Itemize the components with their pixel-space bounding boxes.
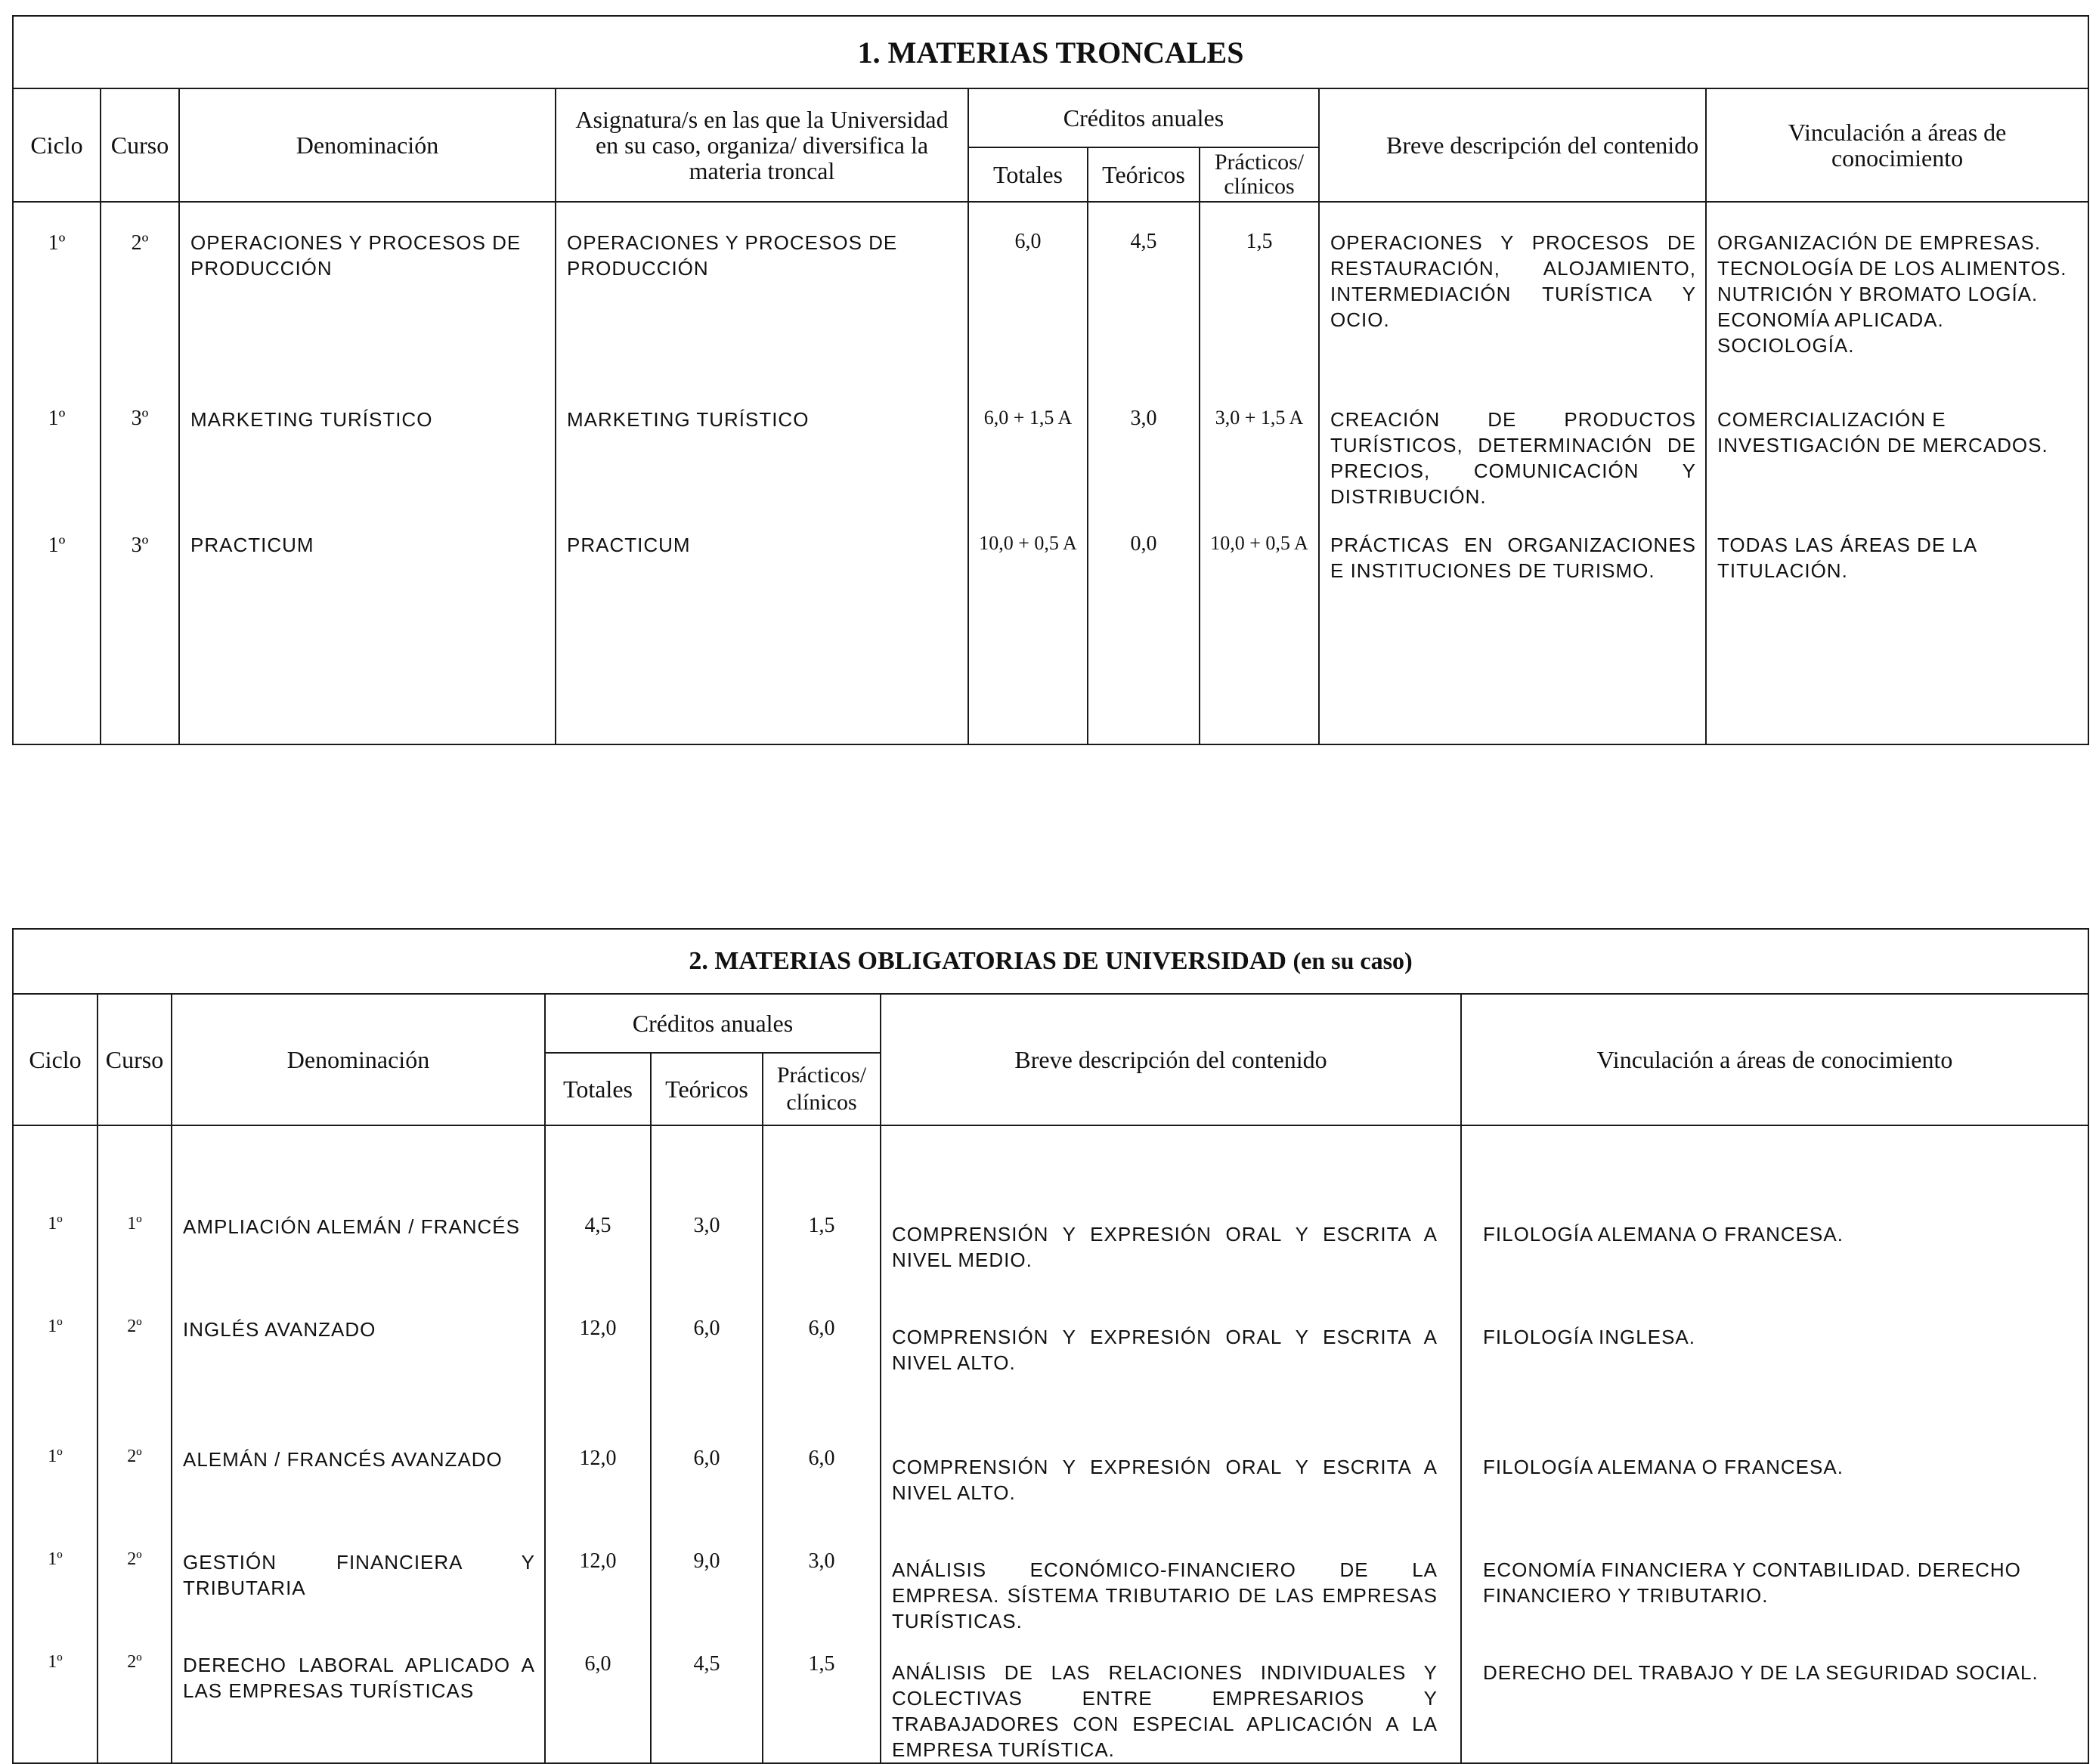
table2-title-suffix: (en su caso) (1293, 947, 1413, 974)
cell-teoricos: 6,0 (693, 1447, 720, 1470)
header-ciclo: Ciclo (13, 88, 101, 202)
cell-practicos: 1,5 (1246, 230, 1273, 253)
cell-practicos: 1,5 (808, 1214, 835, 1237)
table2-title-main: 2. MATERIAS OBLIGATORIAS DE UNIVERSIDAD (689, 947, 1286, 975)
cell-denominacion: PRACTICUM (190, 534, 314, 556)
cell-practicos: 1,5 (808, 1652, 835, 1676)
cell-vinculacion: TODAS LAS ÁREAS DE LA TITULACIÓN. (1717, 534, 1977, 582)
cell-asignatura: MARKETING TURÍSTICO (567, 408, 810, 431)
denominacion-column (172, 1125, 545, 1763)
header-ciclo: Ciclo (13, 994, 98, 1125)
cell-denominacion: GESTIÓN FINANCIERA Y TRIBUTARIA (183, 1551, 535, 1599)
vinculacion-column (1706, 202, 2088, 744)
header-practicos: Prácticos/ clínicos (1200, 147, 1319, 202)
cell-denominacion: INGLÉS AVANZADO (183, 1318, 376, 1341)
cell-denominacion: OPERACIONES Y PROCESOS DE PRODUCCIÓN (190, 231, 522, 280)
cell-totales: 4,5 (584, 1214, 611, 1237)
cell-practicos: 3,0 + 1,5 A (1215, 407, 1304, 429)
header-curso: Curso (98, 994, 172, 1125)
cell-vinculacion: DERECHO DEL TRABAJO Y DE LA SEGURIDAD SOCIAL. (1483, 1661, 2039, 1684)
cell-descripcion: PRÁCTICAS EN ORGANIZACIONES E INSTITUCIONES DE TURISMO. (1330, 534, 1696, 582)
cell-ciclo: 1º (48, 1317, 63, 1336)
cell-totales: 6,0 (584, 1652, 611, 1676)
cell-teoricos: 3,0 (693, 1214, 720, 1237)
denominacion-column (179, 202, 556, 744)
cell-practicos: 10,0 + 0,5 A (1210, 532, 1308, 554)
teoricos-column (651, 1125, 763, 1763)
cell-curso: 3º (131, 407, 149, 430)
cell-curso: 2º (127, 1549, 142, 1569)
cell-vinculacion: ECONOMÍA FINANCIERA Y CONTABILIDAD. DERECHO FINANCIERO Y TRIBUTARIO. (1483, 1558, 2021, 1607)
cell-descripcion: COMPRENSIÓN Y EXPRESIÓN ORAL Y ESCRITA A NIVEL ALTO. (892, 1326, 1438, 1374)
cell-denominacion: ALEMÁN / FRANCÉS AVANZADO (183, 1448, 503, 1471)
cell-teoricos: 6,0 (693, 1317, 720, 1340)
header-teoricos: Teóricos (1088, 147, 1200, 202)
cell-teoricos: 0,0 (1130, 532, 1157, 556)
ciclo-column (13, 202, 101, 744)
cell-descripcion: ANÁLISIS ECONÓMICO-FINANCIERO DE LA EMPRESA. SÍSTEMA TRIBUTARIO DE LAS EMPRESAS TURÍSTICAS. (892, 1558, 1438, 1632)
header-curso: Curso (101, 88, 179, 202)
cell-curso: 2º (127, 1317, 142, 1336)
cell-curso: 2º (131, 231, 149, 255)
cell-denominacion: AMPLIACIÓN ALEMÁN / FRANCÉS (183, 1215, 520, 1238)
cell-ciclo: 1º (48, 1549, 63, 1569)
header-creditos-anuales: Créditos anuales (545, 994, 881, 1053)
practicos-column (763, 1125, 881, 1763)
cell-ciclo: 1º (48, 1214, 63, 1233)
cell-totales: 12,0 (579, 1317, 617, 1340)
practicos-column (1200, 202, 1319, 744)
teoricos-column (1088, 202, 1200, 744)
cell-ciclo: 1º (48, 1652, 63, 1672)
header-totales: Totales (968, 147, 1088, 202)
cell-vinculacion: ORGANIZACIÓN DE EMPRESAS. TECNOLOGÍA DE LOS ALIMENTOS. NUTRICIÓN Y BROMATO LOGÍA. ECONOMÍA APLICADA. SOCIOLOGÍA. (1717, 231, 2067, 357)
cell-totales: 6,0 (1014, 230, 1042, 253)
cell-teoricos: 3,0 (1130, 407, 1157, 430)
header-practicos: Prácticos/ clínicos (763, 1053, 881, 1125)
header-breve-descripcion: Breve descripción del contenido (1319, 88, 1706, 202)
table1-title: 1. MATERIAS TRONCALES (13, 16, 2088, 88)
cell-vinculacion: FILOLOGÍA INGLESA. (1483, 1326, 1695, 1348)
cell-asignatura: PRACTICUM (567, 534, 691, 556)
descripcion-column (881, 1125, 1461, 1763)
totales-column (545, 1125, 651, 1763)
totales-column (968, 202, 1088, 744)
cell-ciclo: 1º (48, 407, 66, 430)
cell-totales: 6,0 + 1,5 A (983, 407, 1073, 429)
cell-teoricos: 4,5 (1130, 230, 1157, 253)
cell-ciclo: 1º (48, 231, 66, 255)
table-materias-obligatorias (12, 928, 2089, 1764)
header-vinculacion: Vinculación a áreas de conocimiento (1706, 88, 2088, 202)
cell-descripcion: CREACIÓN DE PRODUCTOS TURÍSTICOS, DETERMINACIÓN DE PRECIOS, COMUNICACIÓN Y DISTRIBUCIÓN. (1330, 408, 1696, 508)
cell-curso: 3º (131, 534, 149, 557)
header-denominacion: Denominación (172, 994, 545, 1125)
header-creditos-anuales: Créditos anuales (968, 88, 1319, 147)
header-asignaturas: Asignatura/s en las que la Universidad en su caso, organiza/ diversifica la materia troncal (556, 88, 968, 202)
cell-denominacion: DERECHO LABORAL APLICADO A LAS EMPRESAS TURÍSTICAS (183, 1654, 535, 1702)
cell-teoricos: 9,0 (693, 1549, 720, 1573)
cell-descripcion: COMPRENSIÓN Y EXPRESIÓN ORAL Y ESCRITA A NIVEL ALTO. (892, 1456, 1438, 1504)
asignatura-column (556, 202, 968, 744)
curso-column (98, 1125, 172, 1763)
cell-asignatura: OPERACIONES Y PROCESOS DE PRODUCCIÓN (567, 231, 898, 280)
curso-column (101, 202, 179, 744)
table1-body-row (13, 202, 2088, 744)
table2-title (13, 929, 2088, 994)
header-vinculacion: Vinculación a áreas de conocimiento (1461, 994, 2088, 1125)
cell-vinculacion: FILOLOGÍA ALEMANA O FRANCESA. (1483, 1223, 1844, 1246)
vinculacion-column (1461, 1125, 2088, 1763)
cell-practicos: 6,0 (808, 1447, 835, 1470)
cell-denominacion: MARKETING TURÍSTICO (190, 408, 433, 431)
cell-descripcion: ANÁLISIS DE LAS RELACIONES INDIVIDUALES Y COLECTIVAS ENTRE EMPRESARIOS Y TRABAJADORES CON ESPECIAL APLICACIÓN A LA EMPRESA TURÍSTICA. (892, 1661, 1438, 1761)
table2-body-row (13, 1125, 2088, 1763)
cell-curso: 2º (127, 1447, 142, 1466)
cell-vinculacion: COMERCIALIZACIÓN E INVESTIGACIÓN DE MERCADOS. (1717, 408, 2048, 456)
cell-totales: 10,0 + 0,5 A (979, 532, 1077, 554)
cell-curso: 1º (127, 1214, 142, 1233)
cell-practicos: 3,0 (808, 1549, 835, 1573)
cell-ciclo: 1º (48, 534, 66, 557)
header-teoricos: Teóricos (651, 1053, 763, 1125)
descripcion-column (1319, 202, 1706, 744)
cell-totales: 12,0 (579, 1447, 617, 1470)
header-totales: Totales (545, 1053, 651, 1125)
header-breve-descripcion: Breve descripción del contenido (881, 994, 1461, 1125)
table-materias-troncales (12, 15, 2089, 745)
cell-practicos: 6,0 (808, 1317, 835, 1340)
cell-teoricos: 4,5 (693, 1652, 720, 1676)
cell-descripcion: COMPRENSIÓN Y EXPRESIÓN ORAL Y ESCRITA A NIVEL MEDIO. (892, 1223, 1438, 1271)
cell-curso: 2º (127, 1652, 142, 1672)
header-denominacion: Denominación (179, 88, 556, 202)
cell-vinculacion: FILOLOGÍA ALEMANA O FRANCESA. (1483, 1456, 1844, 1478)
ciclo-column (13, 1125, 98, 1763)
cell-descripcion: OPERACIONES Y PROCESOS DE RESTAURACIÓN, ALOJAMIENTO, INTERMEDIACIÓN TURÍSTICA Y OCIO. (1330, 231, 1696, 331)
cell-ciclo: 1º (48, 1447, 63, 1466)
cell-totales: 12,0 (579, 1549, 617, 1573)
